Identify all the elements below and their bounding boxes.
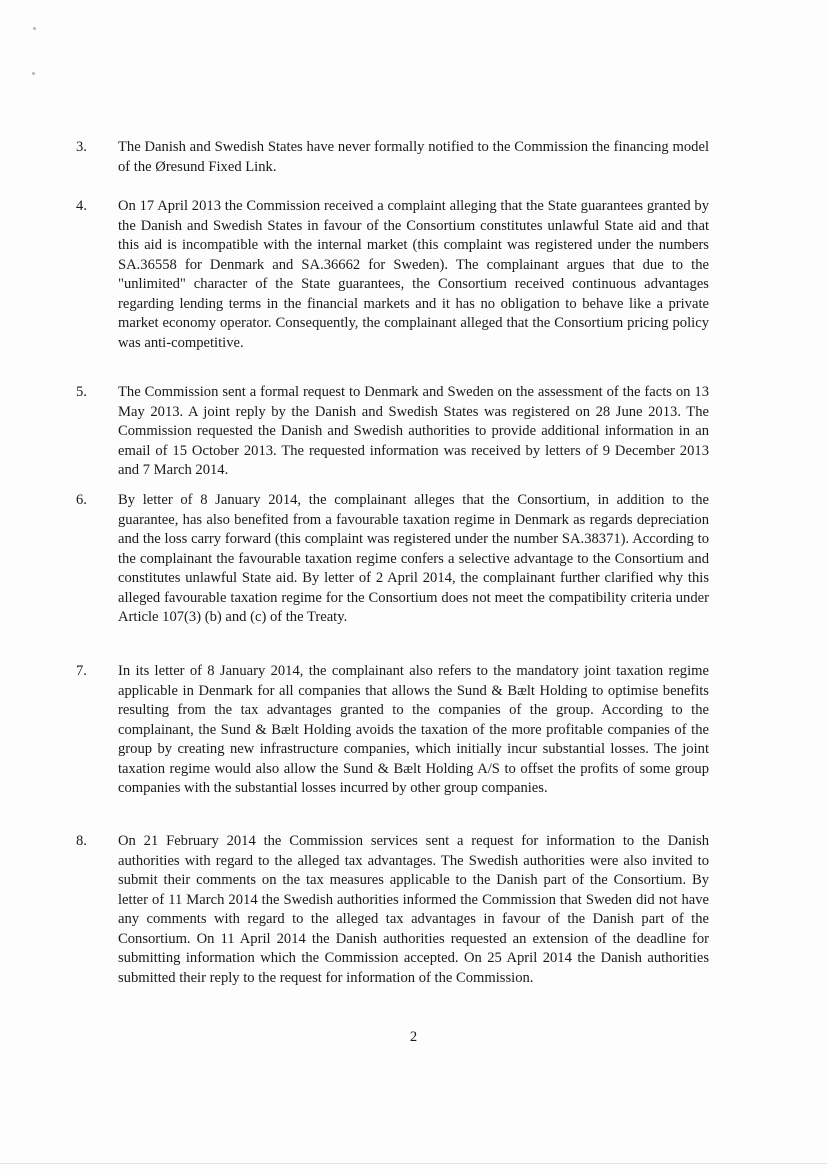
- paragraph-text: The Danish and Swedish States have never formally notified to the Commission the financing model of the Øresund Fixed Link.: [118, 139, 709, 175]
- paragraph-text: In its letter of 8 January 2014, the complainant also refers to the mandatory joint taxation regime applicable in Denmark for all companies that allows the Sund & Bælt Holding to optimise benefits resulting from the tax advantages granted to the companies of the group. According to the complainant, the Sund & Bælt Holding avoids the taxation of the more profitable companies of the group by creating new infrastructure companies, which initially incur substantial losses. The joint taxation regime would also allow the Sund & Bælt Holding A/S to offset the profits of some group companies with the substantial losses incurred by other group companies.: [118, 663, 709, 796]
- paragraph-text: On 17 April 2013 the Commission received a complaint alleging that the State guarantees granted by the Danish and Swedish States in favour of the Consortium constitutes unlawful State aid and that this aid is incompatible with the internal market (this complaint was registered under the numbers SA.36558 for Denmark and SA.36662 for Sweden). The complainant argues that due to the "unlimited" character of the State guarantees, the Consortium received continuous advantages regarding lending terms in the financial markets and it has no obligation to behave like a private market economy operator. Consequently, the complainant alleged that the Consortium pricing policy was anti-competitive.: [118, 198, 709, 351]
- paragraph-number: 4.: [76, 198, 87, 214]
- paragraph-number: 8.: [76, 833, 87, 849]
- paragraph-number: 3.: [76, 139, 87, 155]
- paragraph-number: 7.: [76, 663, 87, 679]
- scan-speck: [33, 27, 36, 30]
- paragraph-text: By letter of 8 January 2014, the complainant alleges that the Consortium, in addition to the guarantee, has also benefited from a favourable taxation regime in Denmark as regards depreciation and the loss carry forward (this complaint was registered under the number SA.38371). According to the complainant the favourable taxation regime confers a selective advantage to the Consortium and constitutes unlawful State aid. By letter of 2 April 2014, the complainant further clarified why this alleged favourable taxation regime for the Consortium does not meet the compatibility criteria under Article 107(3) (b) and (c) of the Treaty.: [118, 492, 709, 625]
- paragraph-text: The Commission sent a formal request to Denmark and Sweden on the assessment of the facts on 13 May 2013. A joint reply by the Danish and Swedish States was registered on 28 June 2013. The Commission requested the Danish and Swedish authorities to provide additional information in an email of 15 October 2013. The requested information was received by letters of 9 December 2013 and 7 March 2014.: [118, 384, 709, 478]
- paragraph-number: 5.: [76, 384, 87, 400]
- page-number: 2: [409, 1029, 418, 1045]
- paragraph-number: 6.: [76, 492, 87, 508]
- scan-bottom-edge: [0, 1163, 827, 1164]
- paragraph-text: On 21 February 2014 the Commission services sent a request for information to the Danish authorities with regard to the alleged tax advantages. The Swedish authorities were also invited to submit their comments on the tax measures applicable to the Danish part of the Consortium. By letter of 11 March 2014 the Swedish authorities informed the Commission that Sweden did not have any comments with regard to the alleged tax advantages in favour of the Danish part of the Consortium. On 11 April 2014 the Danish authorities requested an extension of the deadline for submitting information which the Commission accepted. On 25 April 2014 the Danish authorities submitted their reply to the request for information of the Commission.: [118, 833, 709, 986]
- scan-speck: [32, 72, 35, 75]
